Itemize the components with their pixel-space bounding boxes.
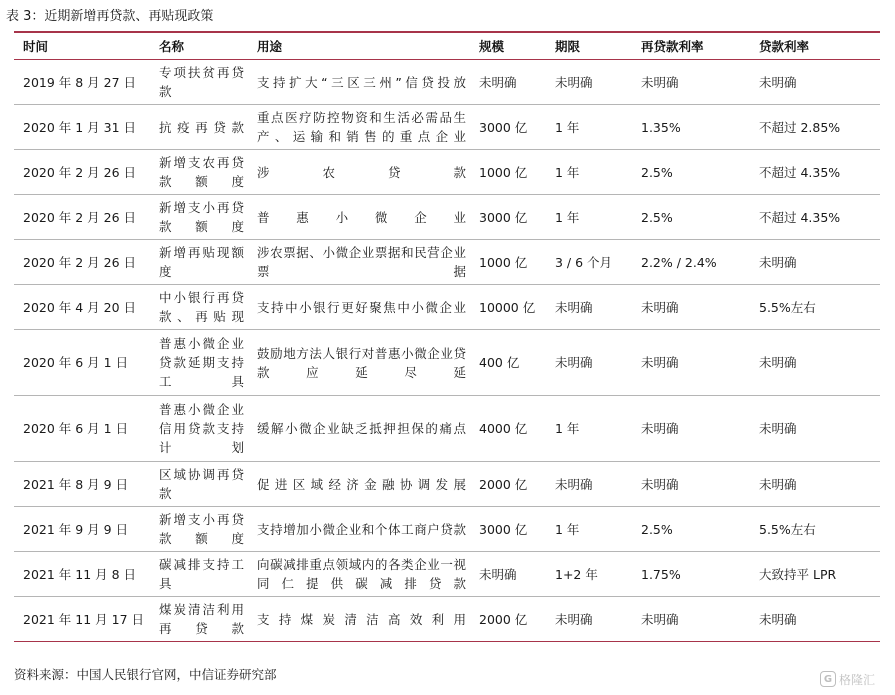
cell-scale: 未明确 — [470, 60, 546, 105]
cell-scale: 1000 亿 — [470, 240, 546, 285]
policy-table — [14, 31, 880, 642]
header-row — [14, 32, 880, 60]
cell-time: 2020 年 2 月 26 日 — [14, 195, 150, 240]
cell-time: 2021 年 8 月 9 日 — [14, 462, 150, 507]
table-row — [14, 462, 880, 507]
cell-time: 2020 年 2 月 26 日 — [14, 240, 150, 285]
cell-time: 2021 年 11 月 8 日 — [14, 552, 150, 597]
cell-name: 新增支小再贷款额度 — [150, 507, 248, 552]
table-row — [14, 240, 880, 285]
cell-relending-rate: 2.5% — [632, 507, 750, 552]
table-row — [14, 195, 880, 240]
cell-scale: 3000 亿 — [470, 195, 546, 240]
cell-name: 碳减排支持工具 — [150, 552, 248, 597]
table-row — [14, 150, 880, 195]
brand-logo — [820, 668, 890, 690]
cell-loan-rate: 未明确 — [750, 462, 880, 507]
cell-scale: 400 亿 — [470, 330, 546, 396]
cell-loan-rate: 不超过 4.35% — [750, 195, 880, 240]
cell-name: 煤炭清洁利用再贷款 — [150, 597, 248, 642]
table-row — [14, 285, 880, 330]
policy-table-container — [14, 31, 880, 642]
cell-usage: 促进区域经济金融协调发展 — [248, 462, 470, 507]
cell-time: 2019 年 8 月 27 日 — [14, 60, 150, 105]
cell-loan-rate: 未明确 — [750, 240, 880, 285]
brand-mark-icon: G — [820, 671, 836, 687]
table-row — [14, 597, 880, 642]
cell-loan-rate: 5.5%左右 — [750, 285, 880, 330]
cell-name: 新增支农再贷款额度 — [150, 150, 248, 195]
table-row — [14, 396, 880, 462]
cell-time: 2020 年 6 月 1 日 — [14, 396, 150, 462]
cell-term: 未明确 — [546, 597, 632, 642]
col-header-usage: 用途 — [248, 32, 470, 60]
cell-relending-rate: 未明确 — [632, 462, 750, 507]
table-row — [14, 105, 880, 150]
cell-term: 未明确 — [546, 462, 632, 507]
table-caption: 表 3：近期新增再贷款、再贴现政策 — [6, 9, 214, 24]
cell-usage: 涉农贷款 — [248, 150, 470, 195]
cell-term: 1+2 年 — [546, 552, 632, 597]
cell-loan-rate: 5.5%左右 — [750, 507, 880, 552]
cell-relending-rate: 未明确 — [632, 396, 750, 462]
cell-relending-rate: 未明确 — [632, 285, 750, 330]
cell-term: 1 年 — [546, 195, 632, 240]
cell-relending-rate: 2.2% / 2.4% — [632, 240, 750, 285]
cell-name: 区域协调再贷款 — [150, 462, 248, 507]
brand-name: 格隆汇 — [839, 672, 876, 687]
cell-usage: 支持中小银行更好聚焦中小微企业 — [248, 285, 470, 330]
cell-scale: 3000 亿 — [470, 507, 546, 552]
cell-scale: 1000 亿 — [470, 150, 546, 195]
cell-name: 普惠小微企业信用贷款支持计划 — [150, 396, 248, 462]
col-header-name: 名称 — [150, 32, 248, 60]
cell-name: 普惠小微企业贷款延期支持工具 — [150, 330, 248, 396]
cell-time: 2021 年 9 月 9 日 — [14, 507, 150, 552]
col-header-relending-rate: 再贷款利率 — [632, 32, 750, 60]
cell-time: 2020 年 1 月 31 日 — [14, 105, 150, 150]
cell-relending-rate: 未明确 — [632, 60, 750, 105]
col-header-time: 时间 — [14, 32, 150, 60]
table-body — [14, 60, 880, 642]
cell-relending-rate: 2.5% — [632, 150, 750, 195]
cell-relending-rate: 1.35% — [632, 105, 750, 150]
cell-scale: 2000 亿 — [470, 462, 546, 507]
cell-time: 2020 年 6 月 1 日 — [14, 330, 150, 396]
cell-name: 新增支小再贷款额度 — [150, 195, 248, 240]
cell-loan-rate: 未明确 — [750, 60, 880, 105]
cell-relending-rate: 未明确 — [632, 597, 750, 642]
table-row — [14, 507, 880, 552]
cell-loan-rate: 未明确 — [750, 396, 880, 462]
cell-loan-rate: 不超过 2.85% — [750, 105, 880, 150]
cell-loan-rate: 不超过 4.35% — [750, 150, 880, 195]
cell-term: 未明确 — [546, 285, 632, 330]
cell-name: 新增再贴现额度 — [150, 240, 248, 285]
table-row — [14, 552, 880, 597]
col-header-term: 期限 — [546, 32, 632, 60]
cell-scale: 10000 亿 — [470, 285, 546, 330]
cell-name: 抗疫再贷款 — [150, 105, 248, 150]
cell-usage: 涉农票据、小微企业票据和民营企业票据 — [248, 240, 470, 285]
cell-usage: 支持扩大“三区三州”信贷投放 — [248, 60, 470, 105]
cell-term: 未明确 — [546, 60, 632, 105]
cell-relending-rate: 2.5% — [632, 195, 750, 240]
cell-usage: 支持煤炭清洁高效利用 — [248, 597, 470, 642]
table-row — [14, 60, 880, 105]
cell-scale: 未明确 — [470, 552, 546, 597]
cell-relending-rate: 1.75% — [632, 552, 750, 597]
cell-time: 2020 年 4 月 20 日 — [14, 285, 150, 330]
cell-scale: 2000 亿 — [470, 597, 546, 642]
cell-name: 中小银行再贷款、再贴现 — [150, 285, 248, 330]
table-row — [14, 330, 880, 396]
cell-usage: 普惠小微企业 — [248, 195, 470, 240]
cell-term: 1 年 — [546, 507, 632, 552]
cell-term: 1 年 — [546, 105, 632, 150]
cell-time: 2020 年 2 月 26 日 — [14, 150, 150, 195]
cell-loan-rate: 未明确 — [750, 597, 880, 642]
cell-loan-rate: 未明确 — [750, 330, 880, 396]
cell-usage: 缓解小微企业缺乏抵押担保的痛点 — [248, 396, 470, 462]
cell-time: 2021 年 11 月 17 日 — [14, 597, 150, 642]
cell-scale: 4000 亿 — [470, 396, 546, 462]
cell-usage: 支持增加小微企业和个体工商户贷款 — [248, 507, 470, 552]
col-header-scale: 规模 — [470, 32, 546, 60]
cell-name: 专项扶贫再贷款 — [150, 60, 248, 105]
col-header-loan-rate: 贷款利率 — [750, 32, 880, 60]
cell-usage: 鼓励地方法人银行对普惠小微企业贷款应延尽延 — [248, 330, 470, 396]
cell-usage: 重点医疗防控物资和生活必需品生产、运输和销售的重点企业 — [248, 105, 470, 150]
cell-term: 1 年 — [546, 150, 632, 195]
cell-loan-rate: 大致持平 LPR — [750, 552, 880, 597]
cell-scale: 3000 亿 — [470, 105, 546, 150]
cell-relending-rate: 未明确 — [632, 330, 750, 396]
cell-term: 1 年 — [546, 396, 632, 462]
cell-term: 3 / 6 个月 — [546, 240, 632, 285]
cell-term: 未明确 — [546, 330, 632, 396]
cell-usage: 向碳减排重点领域内的各类企业一视同仁提供碳减排贷款 — [248, 552, 470, 597]
source-note: 资料来源：中国人民银行官网，中信证券研究部 — [14, 667, 277, 682]
